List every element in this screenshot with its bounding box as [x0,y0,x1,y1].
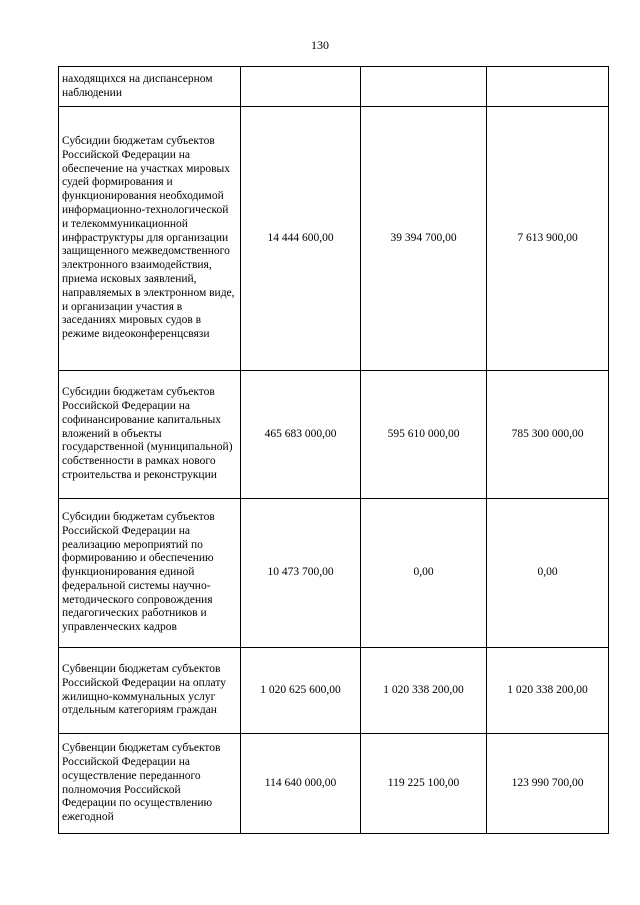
value-cell: 7 613 900,00 [487,107,609,371]
table-row [59,371,609,499]
row-description: Субвенции бюджетам субъектов Российской Федерации на оплату жилищно-коммунальных услуг отдельным категориям граждан [59,648,241,734]
value-cell [361,67,487,107]
row-description: находящихся на диспансерном наблюдении [59,67,241,107]
value-cell: 14 444 600,00 [241,107,361,371]
value-cell: 1 020 338 200,00 [361,648,487,734]
table-row [59,734,609,834]
page-number: 130 [311,38,329,52]
value-cell: 39 394 700,00 [361,107,487,371]
value-cell [241,67,361,107]
value-cell: 1 020 338 200,00 [487,648,609,734]
value-cell: 1 020 625 600,00 [241,648,361,734]
value-cell: 785 300 000,00 [487,371,609,499]
value-cell: 114 640 000,00 [241,734,361,834]
row-description: Субсидии бюджетам субъектов Российской Федерации на обеспечение на участках мировых судей формирования и функционирования необходимой информационно-технологической и телекоммуникационной инфраструктуры для организации защищенного межведомственного электронного взаимодействия, приема исковых заявлений, направляемых в электронном виде, и организации участия в заседаниях мировых судов в режиме видеоконференцсвязи [59,107,241,371]
value-cell: 0,00 [361,499,487,648]
value-cell: 465 683 000,00 [241,371,361,499]
value-cell: 123 990 700,00 [487,734,609,834]
table-row [59,648,609,734]
table-row [59,67,609,107]
value-cell [487,67,609,107]
table-row [59,107,609,371]
row-description: Субсидии бюджетам субъектов Российской Федерации на реализацию мероприятий по формированию и обеспечению функционирования единой федеральной системы научно-методического сопровождения педагогических работников и управленческих кадров [59,499,241,648]
row-description: Субвенции бюджетам субъектов Российской Федерации на осуществление переданного полномочия Российской Федерации по осуществлению ежегодной [59,734,241,834]
row-description: Субсидии бюджетам субъектов Российской Федерации на софинансирование капитальных вложений в объекты государственной (муниципальной) собственности в рамках нового строительства и реконструкции [59,371,241,499]
value-cell: 0,00 [487,499,609,648]
budget-table [58,66,609,834]
value-cell: 10 473 700,00 [241,499,361,648]
value-cell: 119 225 100,00 [361,734,487,834]
value-cell: 595 610 000,00 [361,371,487,499]
table-row [59,499,609,648]
